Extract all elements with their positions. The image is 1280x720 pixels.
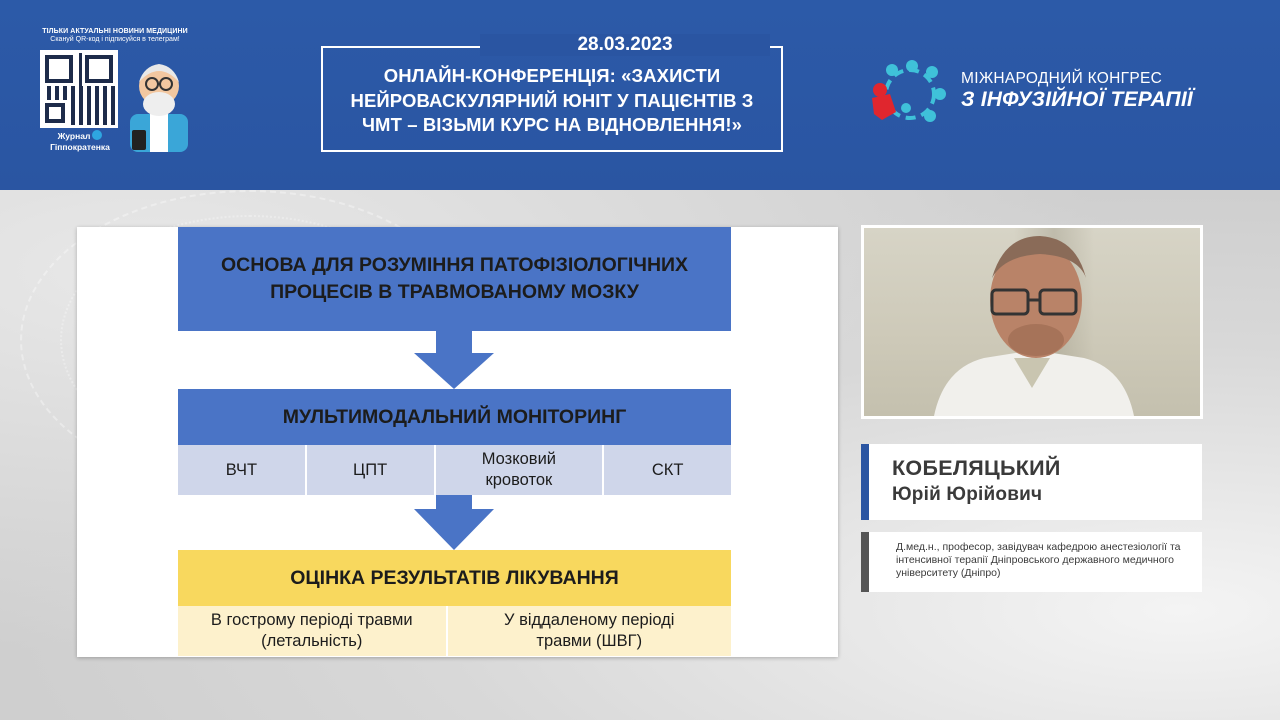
monitoring-cells	[178, 445, 731, 495]
congress-line1: МІЖНАРОДНИЙ КОНГРЕС	[961, 70, 1163, 87]
journal-line2: Гіппократенка	[50, 142, 110, 152]
speaker-description: Д.мед.н., професор, завідувач кафедрою анестезіології та інтенсивної терапії Дніпровського державного медичного університету (Дніпро)	[896, 541, 1181, 579]
journal-name	[40, 130, 120, 153]
speaker-description-plate	[861, 532, 1202, 592]
slide-top-block: ОСНОВА ДЛЯ РОЗУМІННЯ ПАТОФІЗІОЛОГІЧНИХ ПРОЦЕСІВ В ТРАВМОВАНОМУ МОЗКУ	[178, 227, 731, 331]
promo-subline: Скануй QR-код і підписуйся в телеграм!	[50, 36, 180, 43]
congress-logo-icon	[868, 58, 952, 128]
speaker-given-names: Юрій Юрійович	[892, 484, 1043, 505]
outcome-cells	[178, 606, 731, 656]
down-arrow-icon	[414, 495, 494, 550]
speaker-silhouette	[864, 228, 1200, 416]
conference-title: ОНЛАЙН-КОНФЕРЕНЦІЯ: «ЗАХИСТИ НЕЙРОВАСКУЛЯРНИЙ ЮНІТ У ПАЦІЄНТІВ З ЧМТ – ВІЗЬМИ КУРС НА ВІДНОВЛЕННЯ!»	[350, 65, 754, 135]
telegram-promo	[30, 28, 200, 158]
promo-headline: ТІЛЬКИ АКТУАЛЬНІ НОВИНИ МЕДИЦИНИ	[42, 28, 188, 35]
speaker-webcam-video	[861, 225, 1203, 419]
telegram-icon	[92, 130, 102, 140]
slide-middle-block: МУЛЬТИМОДАЛЬНИЙ МОНІТОРИНГ	[178, 389, 731, 445]
outcome-cell: В гострому періоді травми (летальність)	[178, 606, 448, 656]
conference-date: 28.03.2023	[480, 34, 770, 56]
slide-bottom-block: ОЦІНКА РЕЗУЛЬТАТІВ ЛІКУВАННЯ	[178, 550, 731, 606]
presentation-slide	[77, 227, 838, 657]
outcome-cell: У віддаленому періоді травми (ШВГ)	[448, 606, 732, 656]
monitoring-cell: Мозковий кровоток	[436, 445, 605, 495]
monitoring-cell: ЦПТ	[307, 445, 436, 495]
speaker-surname: КОБЕЛЯЦЬКИЙ	[892, 456, 1061, 480]
monitoring-cell: ВЧТ	[178, 445, 307, 495]
journal-line1: Журнал	[57, 131, 91, 141]
speaker-name-plate	[861, 444, 1202, 520]
down-arrow-icon	[414, 331, 494, 389]
congress-name	[961, 70, 1193, 112]
qr-code[interactable]	[40, 50, 118, 128]
doctor-mascot-icon	[122, 52, 196, 152]
congress-line2: З ІНФУЗІЙНОЇ ТЕРАПІЇ	[961, 88, 1193, 111]
monitoring-cell: СКТ	[604, 445, 731, 495]
